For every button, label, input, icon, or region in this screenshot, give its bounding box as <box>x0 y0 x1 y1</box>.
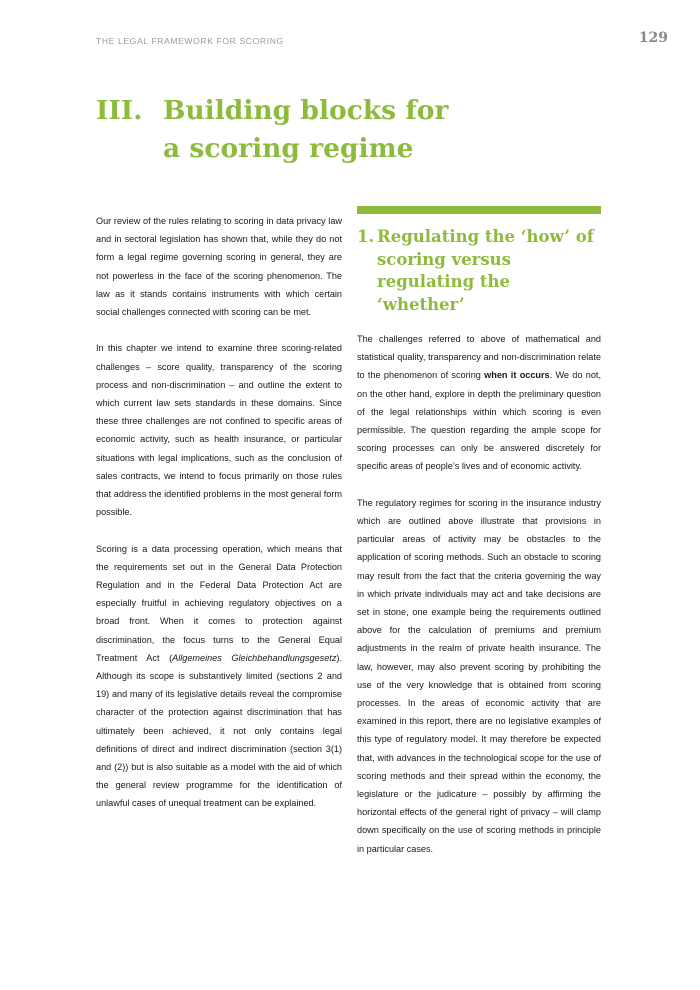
emphasis-when-it-occurs: when it occurs <box>484 370 550 381</box>
section-heading <box>357 226 601 316</box>
chapter-title-line-2: a scoring regime <box>163 133 414 164</box>
section-divider-bar <box>357 206 601 214</box>
left-column <box>96 212 342 831</box>
paragraph-text: Scoring is a data processing operation, which means that the requirements set out in the General Data Protection Regulation and in the Federal Data Protection Act are especially fruitful in achieving regulatory objectives on a broad front. When it comes to protection against discrimination, the focus turns to the General Equal Treatment Act ( <box>96 543 342 663</box>
paragraph-challenges <box>357 330 601 476</box>
paragraph-text: . We do not, on the other hand, explore in depth the preliminary question of the legal relationships within which scoring is even permissible. The question regarding the ample scope for scoring processes can only be answered discretely for specific areas of people’s lives and of economic activity. <box>357 370 601 472</box>
paragraph-text: The challenges referred to above of mathematical and statistical quality, transparency and non-discrimination relate to the phenomenon of scoring <box>357 334 601 381</box>
paragraph-data-processing <box>96 540 342 813</box>
act-german-name: Allgemeines Gleichbehandlungsgesetz <box>172 652 337 663</box>
chapter-title-line-1: Building blocks for <box>163 95 449 126</box>
chapter-title <box>96 92 656 168</box>
paragraph-chapter-plan: In this chapter we intend to examine three scoring-related challenges – score quality, transparency of the scoring process and non-discrimination – and outline the extent to which current law sets standards in these domains. Since these three challenges are not confined to specific areas of economic activity, such as health insurance, or particular situations with legal implications, such as the conclusion of sales contracts, we intend to focus primarily on those rules that address the identified problems in the most general form possible. <box>96 343 342 518</box>
right-column <box>357 206 601 876</box>
running-header: THE LEGAL FRAMEWORK FOR SCORING <box>96 36 284 46</box>
chapter-number: III. <box>96 95 143 126</box>
section-title-text: Regulating the ‘how’ of scoring versus regulating the ‘whether’ <box>377 227 594 314</box>
paragraph-regulatory-regimes: The regulatory regimes for scoring in the insurance industry which are outlined above illustrate that provisions in particular areas of activity may be obstacles to the application of scoring methods. Such an obstacle to scoring may result from the fact that the criteria governing the way in which private individuals may act and take decisions are set in stone, one example being the requirements outlined above for the calculation of premiums and premium adjustments in the realm of private health insurance. The law, however, may also prevent scoring by prohibiting the use of the very knowledge that is obtained from scoring processes. In the areas of economic activity that are examined in this report, there are no legislative examples of this type of regulatory model. It may therefore be expected that, with advances in the technological scope for the use of scoring methods and their spread within the economy, the legislature or the judicature – possibly by affirming the horizontal effects of the general right of privacy – will clamp down specifically on the use of scoring methods in principle in particular cases. <box>357 497 601 854</box>
paragraph-text: ). Although its scope is substantively limited (sections 2 and 19) and many of its legislative details reveal the compromise character of the protection against discrimination that has ultimately been achieved, it not only contains legal definitions of direct and indirect discrimination (section 3(1) and (2)) but is also suitable as a model with the aid of which the general review programme for the identification of unlawful cases of unequal treatment can be explained. <box>96 652 342 809</box>
page-number: 129 <box>638 30 668 46</box>
section-number: 1. <box>357 227 375 246</box>
paragraph-intro: Our review of the rules relating to scoring in data privacy law and in sectoral legislation has shown that, while they do not form a legal regime governing scoring in general, they are not powerless in the face of the scoring phenomenon. The law as it stands contains instruments with which certain social challenges connected with scoring can be met. <box>96 216 342 318</box>
